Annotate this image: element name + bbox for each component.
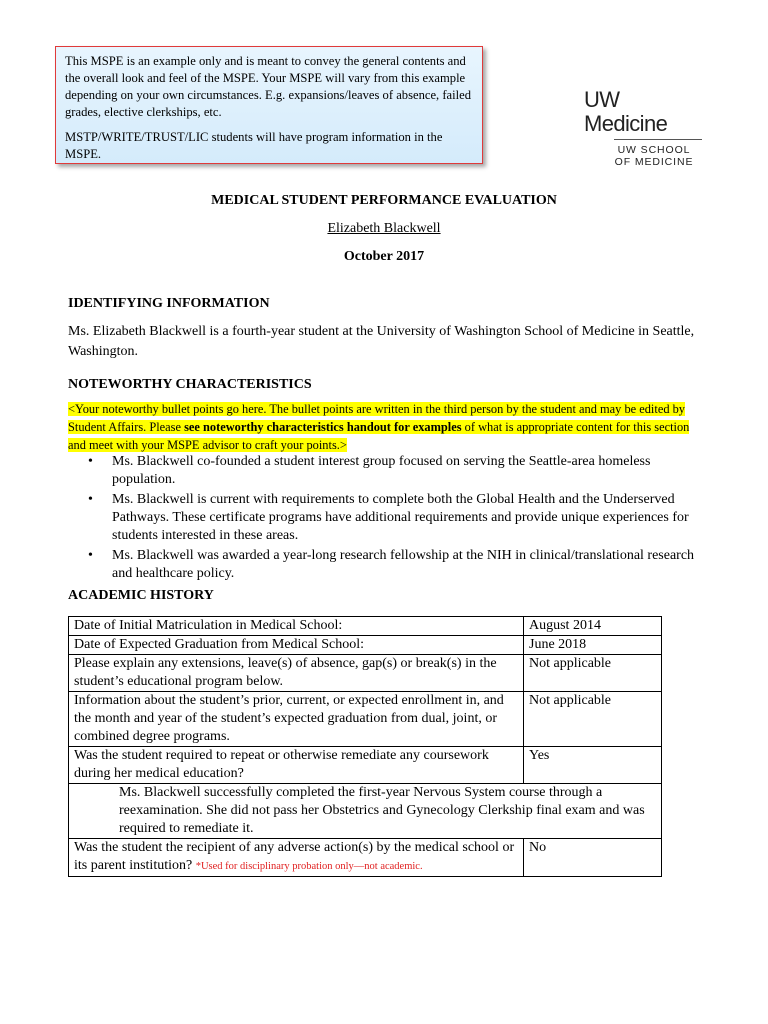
handout-reference: see noteworthy characteristics handout for examples (184, 420, 462, 434)
table-row (69, 747, 662, 784)
identifying-text: Ms. Elizabeth Blackwell is a fourth-year student at the University of Washington School of Medicine in Seattle, Washington. (68, 324, 695, 359)
uw-medicine-logo (584, 88, 702, 168)
table-question: Date of Initial Matriculation in Medical School: (69, 617, 524, 636)
table-answer: Not applicable (524, 655, 662, 692)
logo-subline-1: UW SCHOOL (617, 144, 691, 156)
document-date: October 2017 (343, 249, 425, 264)
instructions-part-1: <Your noteworthy bullet points go here. The bullet points are written in the third person by the student and may be edited by Student Affairs. Please (68, 402, 686, 434)
academic-history-table (68, 616, 662, 877)
table-row (69, 692, 662, 747)
adverse-action-question: Was the student the recipient of any adverse action(s) by the medical school or its parent institution? (74, 840, 515, 873)
table-answer: August 2014 (524, 617, 662, 636)
noteworthy-instructions (68, 400, 708, 454)
table-row (69, 839, 662, 877)
noteworthy-bullet-list (68, 453, 708, 585)
table-question: Information about the student’s prior, current, or expected enrollment in, and the month and year of the student’s expected graduation from dual, joint, or combined degree programs. (69, 692, 524, 747)
disciplinary-note: *Used for disciplinary probation only—not academic. (195, 861, 423, 872)
noteworthy-heading: NOTEWORTHY CHARACTERISTICS (68, 377, 312, 392)
logo-wordmark: UW Medicine (584, 87, 668, 136)
table-answer: Not applicable (524, 692, 662, 747)
document-title: MEDICAL STUDENT PERFORMANCE EVALUATION (211, 193, 557, 208)
list-item: • Ms. Blackwell is current with requirements to complete both the Global Health and the Underserved Pathways. These certificate programs have additional requirements and provide unique experiences for students interested in these areas. (68, 491, 708, 545)
instructions-part-2: of what is appropriate content for this section and meet with your MSPE advisor to craft your points.> (68, 420, 690, 452)
table-row (69, 655, 662, 692)
table-question (69, 839, 524, 877)
table-row (69, 784, 662, 839)
identifying-heading: IDENTIFYING INFORMATION (68, 296, 270, 311)
remediation-explanation: Ms. Blackwell successfully completed the first-year Nervous System course through a reexamination. She did not pass her Obstetrics and Gynecology Clerkship final exam and was required to remediate it. (69, 784, 662, 839)
table-question: Please explain any extensions, leave(s) of absence, gap(s) or break(s) in the student’s educational program below. (69, 655, 524, 692)
example-disclaimer-box (55, 46, 483, 164)
table-answer: No (524, 839, 662, 877)
program-info-text: MSTP/WRITE/TRUST/LIC students will have program information in the MSPE. (65, 130, 443, 161)
table-answer: June 2018 (524, 636, 662, 655)
student-name: Elizabeth Blackwell (327, 221, 441, 236)
academic-heading: ACADEMIC HISTORY (68, 588, 214, 603)
disclaimer-text: This MSPE is an example only and is meant to convey the general contents and the overall look and feel of the MSPE. Your MSPE will vary from this example depending on your own circumstances. E.g. expansions/leaves of absence, failed grades, elective clerkships, etc. (65, 54, 472, 119)
logo-subline-2: OF MEDICINE (614, 156, 694, 168)
list-item: • Ms. Blackwell co-founded a student interest group focused on serving the Seattle-area homeless population. (68, 453, 708, 489)
table-answer: Yes (524, 747, 662, 784)
table-row (69, 617, 662, 636)
list-item: • Ms. Blackwell was awarded a year-long research fellowship at the NIH in clinical/translational research and healthcare policy. (68, 547, 708, 583)
table-question: Was the student required to repeat or otherwise remediate any coursework during her medical education? (69, 747, 524, 784)
table-question: Date of Expected Graduation from Medical School: (69, 636, 524, 655)
logo-divider (614, 139, 702, 140)
table-row (69, 636, 662, 655)
